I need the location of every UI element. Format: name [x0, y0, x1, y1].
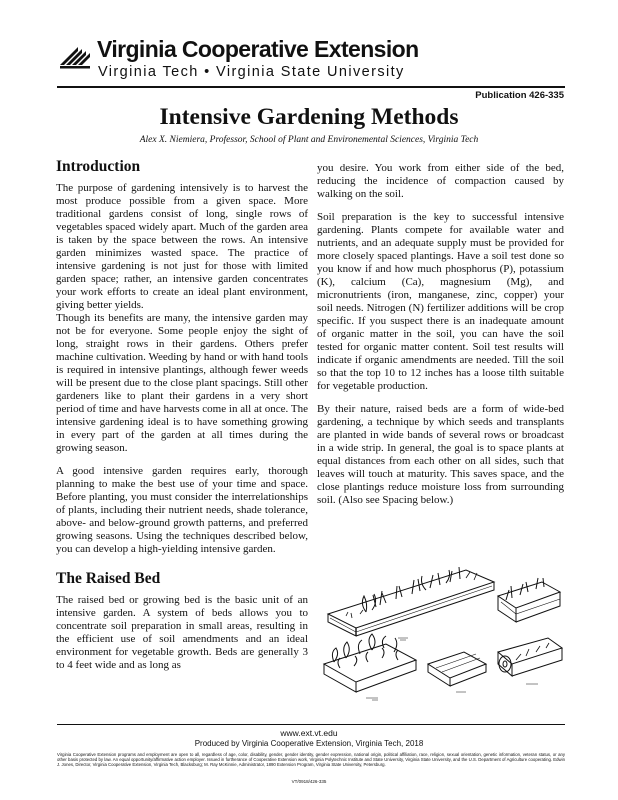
author-line: Alex X. Niemiera, Professor, School of Plant and Environemental Sciences, Virginia Tech — [139, 135, 479, 145]
intro-paragraph-3: A good intensive garden requires early, thorough planning to make the best use of your time and space. Before planting, you must consider the interrelationships of plants, including their nutrient needs, shade tolerance, above- and below-ground growth patterns, and preferred growing seasons. Using the techniques described below, you can develop a high-yielding intensive garden. — [56, 465, 308, 555]
right-column — [317, 162, 564, 517]
section-heading-raised-bed: The Raised Bed — [56, 570, 161, 587]
left-column — [56, 158, 308, 672]
raised-bed-illustration — [316, 552, 566, 712]
publication-number: Publication 426-335 — [475, 90, 564, 101]
document-title: Intensive Gardening Methods — [159, 104, 459, 130]
raised-bed-paragraph-1-start: The raised bed or growing bed is the basic unit of an intensive garden. A system of beds allows you to concentrate soil preparation in small areas, resulting in the efficient use of soil amendments and an ideal environment for vegetable growth. Beds are generally 3 to 4 feet wide and as long as — [56, 594, 308, 671]
raised-bed-paragraph-2: Soil preparation is the key to successful intensive gardening. Plants compete for available water and nutrients, and an adequate supply must be provided for more closely spaced plantings. Have a soil test done so you know if and how much phosphorus (P), potassium (K), calcium (Ca), magnesium (Mg), and micronutrients (iron, manganese, zinc, copper) your soil needs. Nitrogen (N) fertilizer additions will be crop specific. If you suspect there is an inadequate amount of organic matter in the soil, you can have the soil tested for organic matter content. Soil test results will indicate if organic amendments are needed. Till the soil so that the top 10 to 12 inches has a loose tilth suitable for vegetable production. — [317, 211, 564, 392]
university-names: Virginia Tech • Virginia State University — [98, 64, 405, 80]
header-rule — [57, 86, 565, 88]
vce-logo-icon — [58, 39, 92, 73]
intro-paragraph-2: Though its benefits are many, the intensive garden may not be for everyone. Some people enjoy the sight of long, straight rows in their gardens. Others prefer machine cultivation. Weeding by hand or with hand tools is required in intensive plantings, although fewer weeds will be present due to the close plant spacings. Still other gardeners like to plant their gardens in a very short period of time and have harvests come in all at once. The intensive gardening ideal is to have something growing in every part of the garden at all times during the growing season. — [56, 312, 308, 454]
raised-bed-paragraph-3: By their nature, raised beds are a form of wide-bed gardening, a technique by which seeds and transplants are planted in wide bands of several rows or broadcast in a wide strip. In general, the goal is to space plants at equal distances from each other on all sides, such that leaves will touch at maturity. This saves space, and the close plantings reduce moisture loss from surrounding soil. (Also see Spacing below.) — [317, 403, 564, 506]
raised-bed-paragraph-1-end: you desire. You work from either side of the bed, reducing the incidence of compaction caused by walking on the soil. — [317, 162, 564, 200]
section-heading-introduction: Introduction — [56, 158, 141, 175]
footer-legal-notice: Virginia Cooperative Extension programs and employment are open to all, regardless of age, color, disability, gender, gender identity, gender expression, national origin, political affiliation, race, religion, sexual orientation, genetic information, veteran status, or any other basis protected by law. An equal opportunity/affirmative action employer. Issued in furtherance of Cooperative Extension work, Virginia Polytechnic Institute and State University, Virginia State University, and the U.S. Department of Agriculture cooperating. Edwin J. Jones, Director, Virginia Cooperative Extension, Virginia Tech, Blacksburg; M. Ray McKinnie, Administrator, 1890 Extension Program, Virginia State University, Petersburg. — [57, 752, 565, 768]
footer-document-code: VT/0918/426-335 — [291, 779, 327, 784]
org-name: Virginia Cooperative Extension — [97, 36, 419, 62]
footer-produced-by: Produced by Virginia Cooperative Extension, Virginia Tech, 2018 — [194, 739, 424, 748]
intro-paragraph-1: The purpose of gardening intensively is to harvest the most produce possible from a given space. More traditional gardens consist of long, single rows of vegetables spaced widely apart. Much of the garden area is taken by the space between the rows. An intensive garden minimizes wasted space. The practice of intensive gardening is not just for those with limited garden space; rather, an intensive garden concentrates your work efforts to create an ideal plant environment, giving better yields. — [56, 182, 308, 311]
footer-url: www.ext.vt.edu — [280, 728, 338, 738]
footer-rule — [57, 724, 565, 725]
